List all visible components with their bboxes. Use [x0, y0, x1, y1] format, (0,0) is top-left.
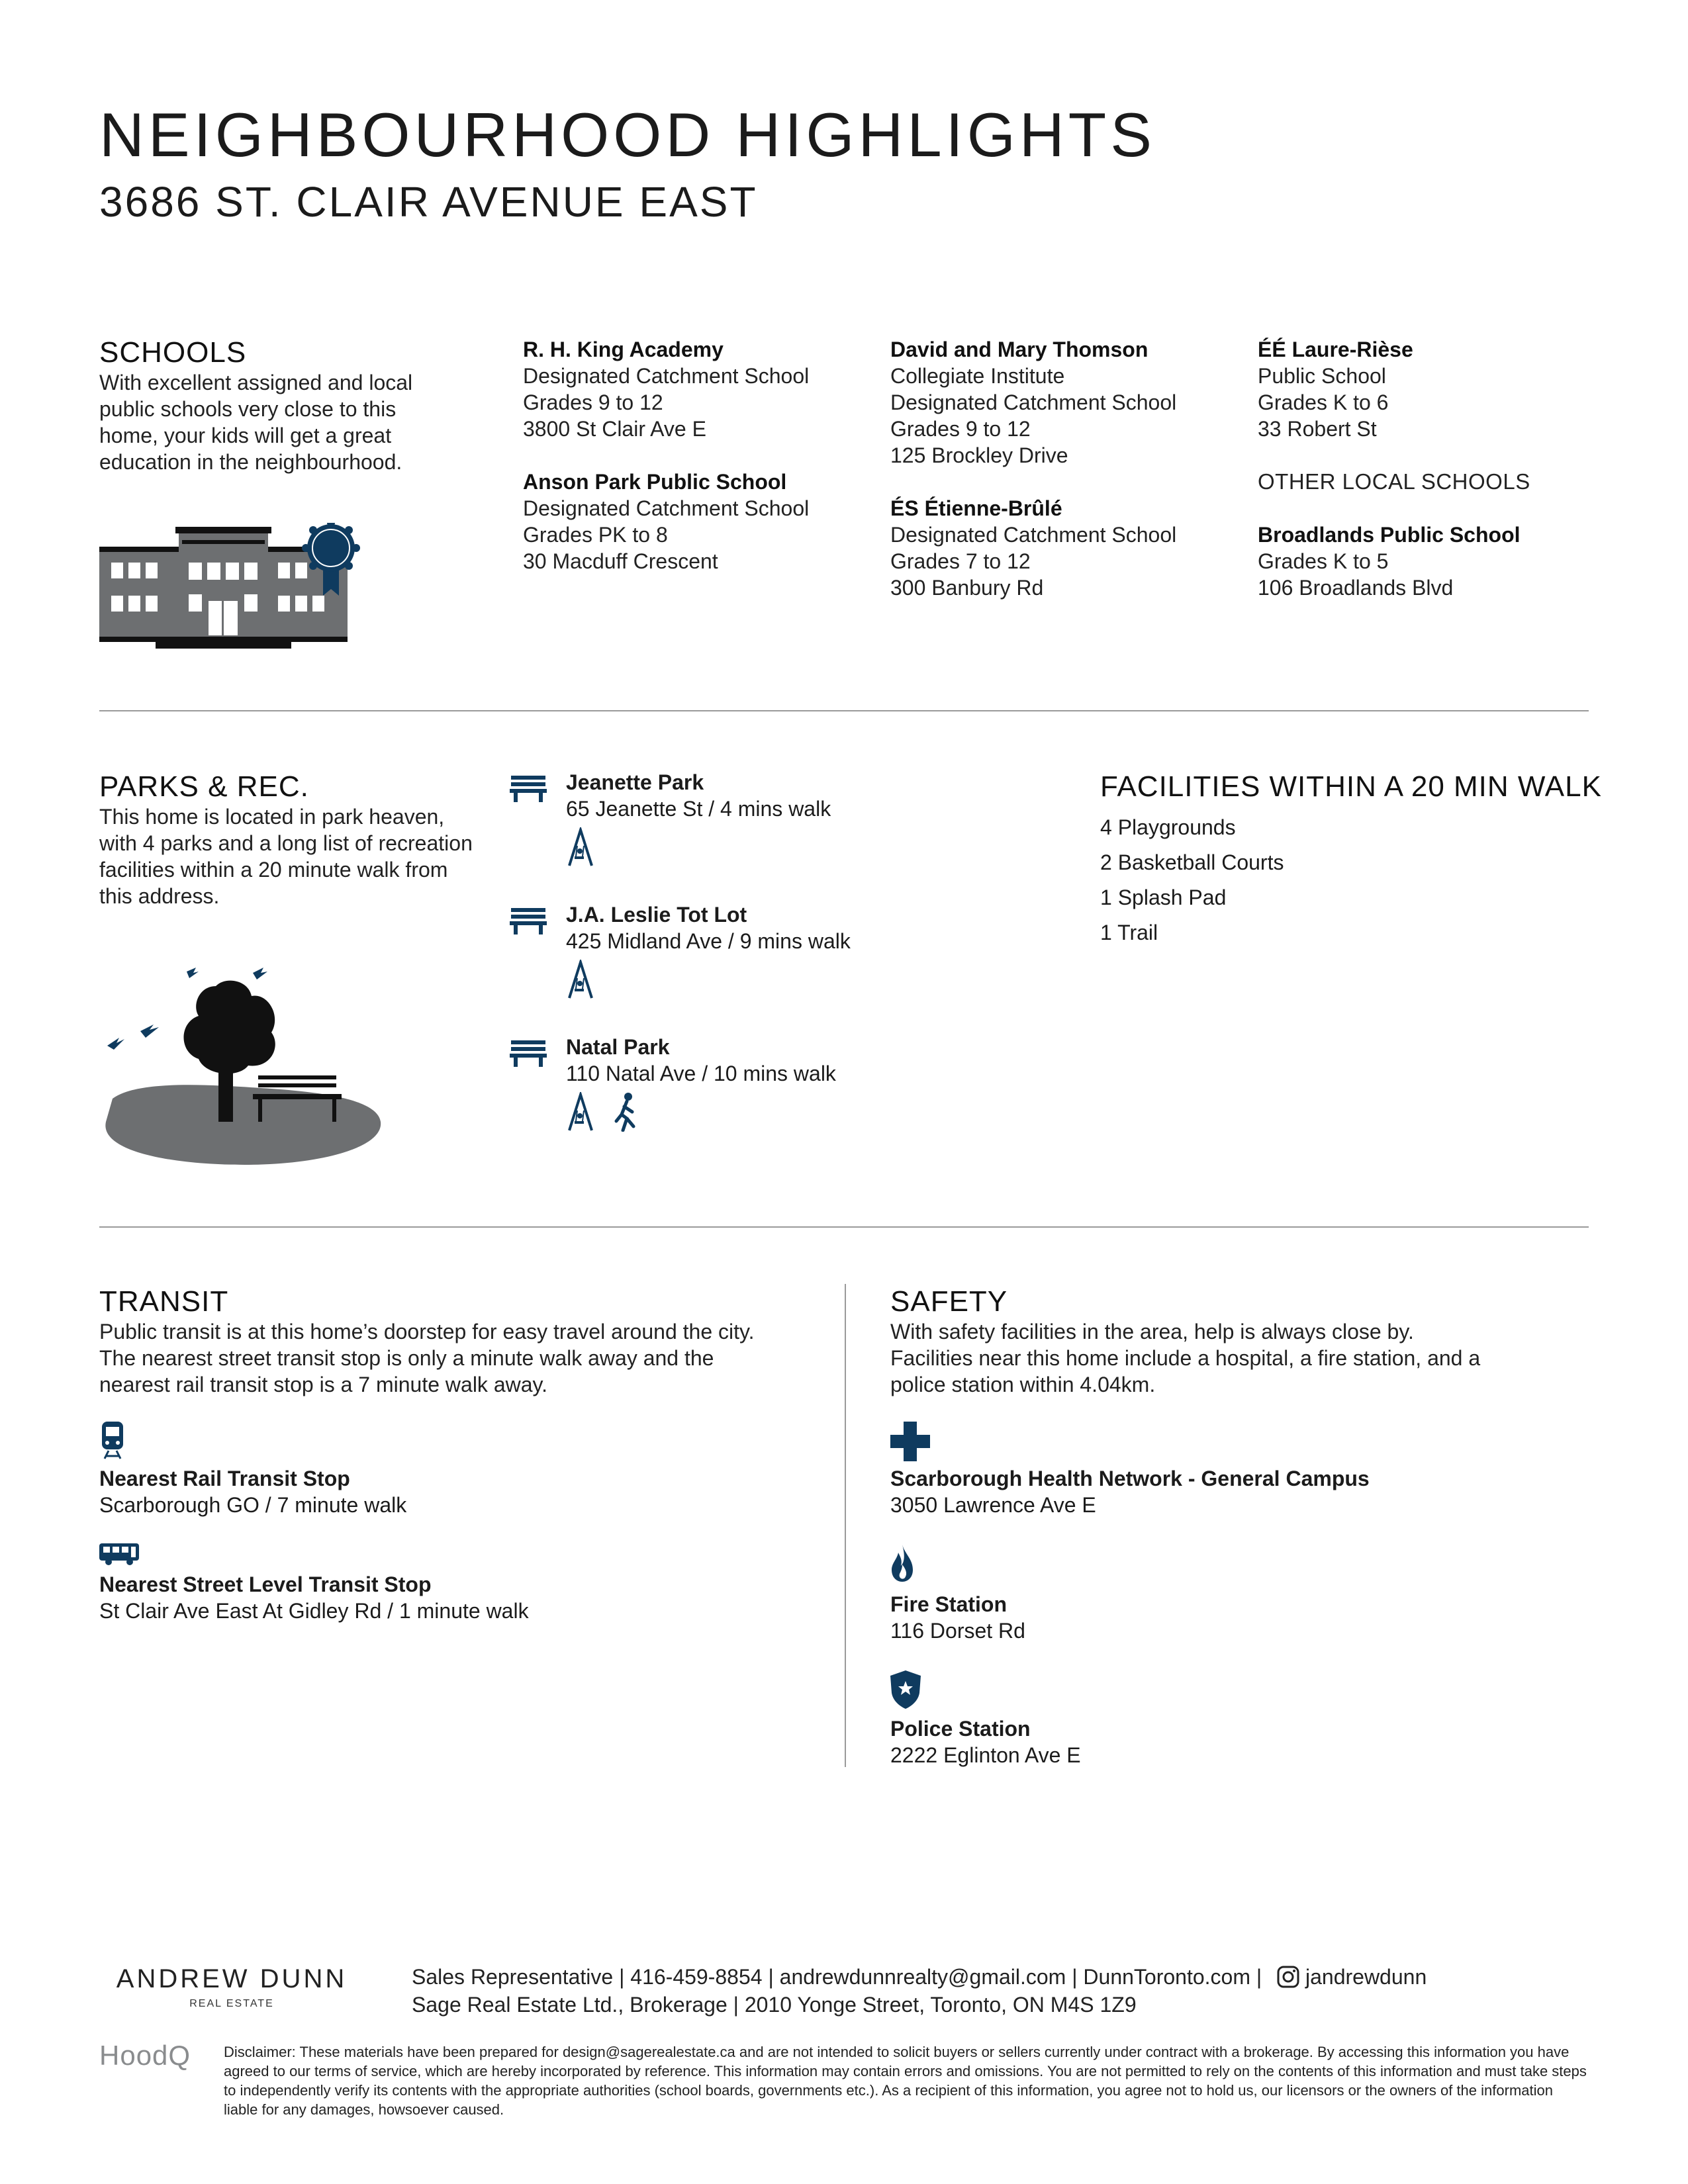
school-detail: Grades 7 to 12	[890, 549, 1031, 573]
playground-icon	[564, 1092, 597, 1132]
playground-icon	[564, 960, 597, 999]
school-thomson	[890, 336, 1176, 469]
facilities-title: FACILITIES WITHIN A 20 MIN WALK	[1100, 770, 1602, 803]
school-etienne-brule	[890, 495, 1176, 601]
disclaimer-text: Disclaimer: These materials have been prepared for design@sagerealestate.ca and are not intended to solicit buyers or sellers currently under contract with a brokerage. By accessing this information you have agreed to our terms of service, which are hereby incorporated by reference. This information may contain errors and omissions. You are not permitted to rely on the contents of this information and must take steps to independently verify its contents with the appropriate authorities (school boards, governments etc.). As a recipient of this information, you agree not to hold us, our licensors or the owners of the information liable for any damages, howsoever caused.	[224, 2044, 1587, 2118]
facility-item: 1 Trail	[1100, 921, 1158, 944]
property-address: 3686 ST. CLAIR AVENUE EAST	[99, 178, 758, 226]
school-broadlands	[1258, 522, 1521, 601]
school-detail: Grades 9 to 12	[523, 390, 663, 414]
school-detail: Grades K to 6	[1258, 390, 1389, 414]
facilities-list	[1100, 810, 1284, 950]
school-detail: Grades K to 5	[1258, 549, 1389, 573]
flame-icon	[890, 1543, 914, 1583]
transit-title: TRANSIT	[99, 1285, 229, 1318]
safety-title: SAFETY	[890, 1285, 1008, 1318]
school-detail: Designated Catchment School	[523, 496, 810, 520]
school-detail: 3800 St Clair Ave E	[523, 417, 706, 441]
school-anson-park	[523, 469, 809, 574]
school-detail: Designated Catchment School	[523, 364, 810, 388]
facility-item: 1 Splash Pad	[1100, 886, 1227, 909]
park-detail: 65 Jeanette St / 4 mins walk	[566, 797, 831, 821]
school-detail: Collegiate Institute	[890, 364, 1065, 388]
school-detail: Designated Catchment School	[890, 390, 1177, 414]
school-laure-riese	[1258, 336, 1413, 442]
transit-description: Public transit is at this home’s doorstep for easy travel around the city. The nearest street transit stop is only a minute walk away and the nearest rail transit stop is a 7 minute walk away.	[99, 1320, 755, 1396]
school-detail: 30 Macduff Crescent	[523, 549, 718, 573]
school-detail: 106 Broadlands Blvd	[1258, 576, 1454, 600]
school-detail: Grades 9 to 12	[890, 417, 1031, 441]
street-stop-value: St Clair Ave East At Gidley Rd / 1 minute walk	[99, 1599, 529, 1623]
park-detail: 110 Natal Ave / 10 mins walk	[566, 1062, 836, 1085]
contact-line	[412, 1963, 1427, 1995]
police-station-value: 2222 Eglinton Ave E	[890, 1743, 1081, 1767]
school-detail: Grades PK to 8	[523, 523, 668, 547]
park-name: J.A. Leslie Tot Lot	[566, 903, 747, 927]
police-station-label: Police Station	[890, 1717, 1031, 1741]
instagram-icon[interactable]	[1277, 1966, 1299, 1995]
column-divider	[845, 1284, 846, 1767]
brand-logo	[99, 1964, 364, 2010]
hospital-cross-icon	[890, 1422, 930, 1461]
section-divider	[99, 710, 1589, 711]
parks-description: This home is located in park heaven, with 4 parks and a long list of recreation facilities within a 20 minute walk from this address.	[99, 805, 473, 908]
trail-icon	[612, 1092, 639, 1132]
bus-icon	[99, 1543, 139, 1566]
fire-station-value: 116 Dorset Rd	[890, 1619, 1025, 1643]
brand-name: ANDREW DUNN	[116, 1964, 348, 1993]
school-detail: Public School	[1258, 364, 1386, 388]
parks-title: PARKS & REC.	[99, 770, 309, 803]
park-detail: 425 Midland Ave / 9 mins walk	[566, 929, 851, 953]
school-rh-king	[523, 336, 809, 442]
fire-station-label: Fire Station	[890, 1592, 1008, 1616]
facility-item: 4 Playgrounds	[1100, 815, 1236, 839]
instagram-handle[interactable]: jandrewdunn	[1305, 1965, 1427, 1989]
park-bench-icon	[510, 773, 547, 802]
rail-stop-label: Nearest Rail Transit Stop	[99, 1467, 350, 1490]
park-tree-bench-icon	[99, 953, 391, 1171]
schools-title: SCHOOLS	[99, 336, 247, 369]
school-name: ÉÉ Laure-Rièse	[1258, 338, 1413, 361]
school-detail: 300 Banbury Rd	[890, 576, 1044, 600]
rail-stop-value: Scarborough GO / 7 minute walk	[99, 1493, 407, 1517]
hospital-value: 3050 Lawrence Ave E	[890, 1493, 1096, 1517]
school-name: David and Mary Thomson	[890, 338, 1149, 361]
brand-sub: REAL ESTATE	[189, 1998, 274, 2009]
page-title: NEIGHBOURHOOD HIGHLIGHTS	[99, 100, 1156, 169]
school-building-icon	[99, 523, 371, 655]
school-name: Broadlands Public School	[1258, 523, 1521, 547]
brokerage-line: Sage Real Estate Ltd., Brokerage | 2010 Yonge Street, Toronto, ON M4S 1Z9	[412, 1993, 1137, 2017]
hospital-label: Scarborough Health Network - General Campus	[890, 1467, 1370, 1490]
police-badge-icon	[890, 1670, 921, 1709]
facility-item: 2 Basketball Courts	[1100, 850, 1284, 874]
contact-text: Sales Representative | 416-459-8854 | andrewdunnrealty@gmail.com | DunnToronto.com |	[412, 1965, 1262, 1989]
school-name: R. H. King Academy	[523, 338, 724, 361]
playground-icon	[564, 827, 597, 867]
street-stop-label: Nearest Street Level Transit Stop	[99, 1572, 432, 1596]
train-icon	[99, 1420, 126, 1460]
school-detail: 125 Brockley Drive	[890, 443, 1068, 467]
section-divider	[99, 1226, 1589, 1228]
hoodq-logo: HoodQ	[99, 2040, 191, 2071]
park-bench-icon	[510, 905, 547, 934]
schools-description: With excellent assigned and local public schools very close to this home, your kids will get a great education in the neighbourhood.	[99, 371, 413, 474]
park-name: Jeanette Park	[566, 770, 704, 794]
school-name: ÉS Étienne-Brûlé	[890, 496, 1062, 520]
safety-description: With safety facilities in the area, help is always close by. Facilities near this home include a hospital, a fire station, and a police station within 4.04km.	[890, 1320, 1481, 1396]
school-name: Anson Park Public School	[523, 470, 787, 494]
school-detail: 33 Robert St	[1258, 417, 1377, 441]
park-name: Natal Park	[566, 1035, 670, 1059]
park-bench-icon	[510, 1038, 547, 1067]
school-detail: Designated Catchment School	[890, 523, 1177, 547]
other-schools-heading: OTHER LOCAL SCHOOLS	[1258, 469, 1530, 494]
